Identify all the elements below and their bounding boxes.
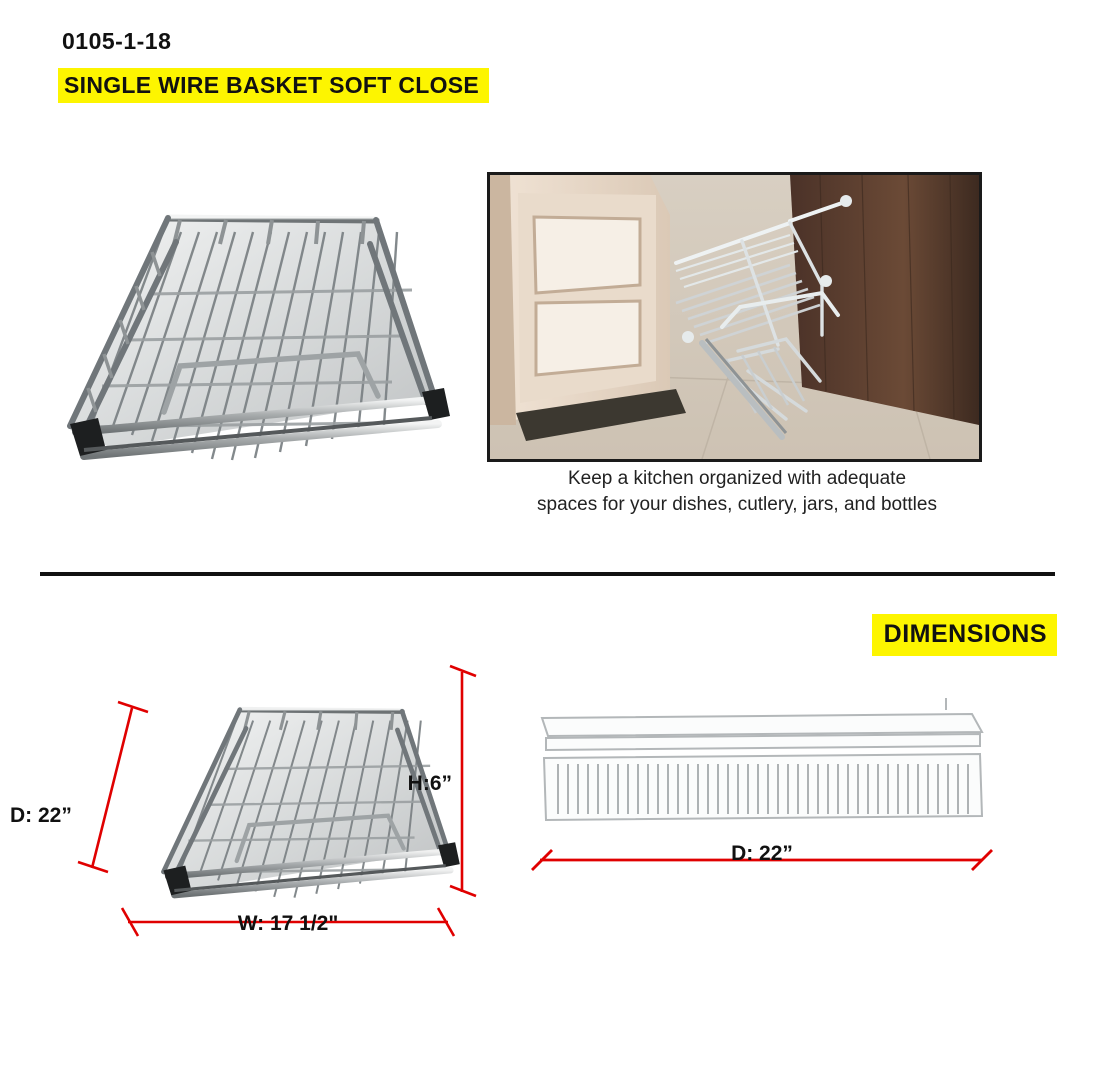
height-dimension-text: H:6” — [407, 772, 452, 795]
product-photo-illustration — [40, 180, 450, 470]
dimension-drawing-side-illustration — [520, 680, 1065, 910]
dimensions-label: DIMENSIONS — [872, 614, 1057, 656]
dimension-drawing-side — [520, 680, 1065, 910]
width-dimension-text: W: 17 1/2" — [237, 912, 339, 935]
caption-line-1: Keep a kitchen organized with adequate — [567, 468, 907, 489]
section-divider — [40, 572, 1055, 576]
dimension-drawing-front — [0, 650, 510, 960]
depth-dimension-text: D: 22” — [10, 804, 72, 827]
photo-caption — [487, 466, 987, 517]
caption-line-2: spaces for your dishes, cutlery, jars, and bottles — [537, 493, 937, 515]
side-depth-dimension-text: D: 22” — [731, 842, 793, 865]
product-photo — [40, 180, 450, 470]
product-sku: 0105-1-18 — [62, 28, 172, 54]
depth-dimension-line — [78, 702, 148, 872]
dimension-drawing-front-illustration — [0, 650, 510, 960]
lifestyle-photo — [487, 172, 982, 462]
lifestyle-photo-illustration — [490, 175, 979, 459]
page-title: SINGLE WIRE BASKET SOFT CLOSE — [58, 68, 489, 103]
